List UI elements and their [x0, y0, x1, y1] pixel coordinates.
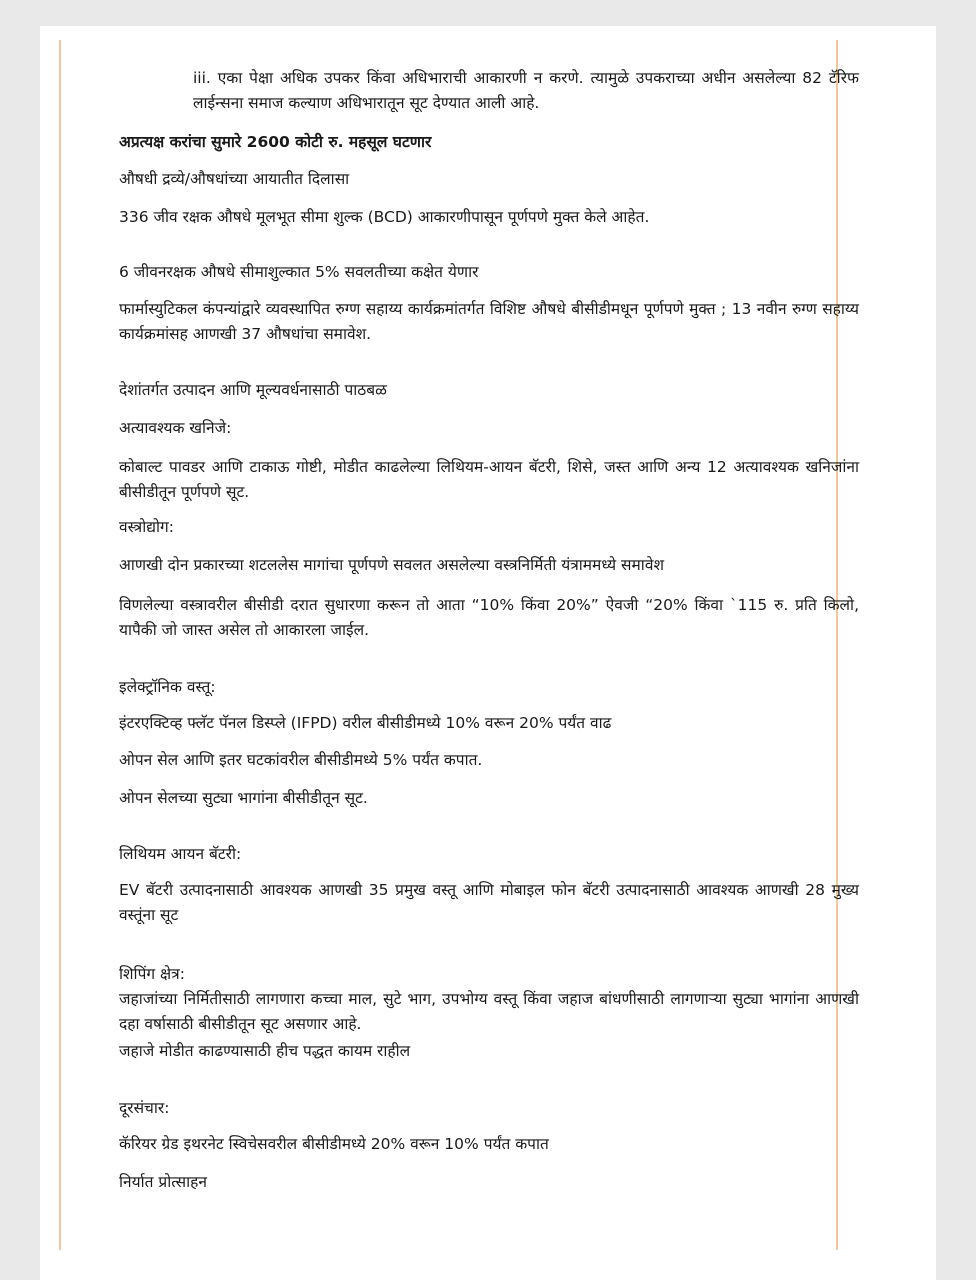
section-heading-revenue: अप्रत्यक्ष करांचा सुमारे 2600 कोटी रु. महसूल घटणार	[119, 133, 432, 151]
paragraph-knitted-fabric: विणलेल्या वस्त्रावरील बीसीडी दरात सुधारणा करून तो आता “10% किंवा 20%” ऐवजी “20% किंवा `115 रु. प्रति किलो, यापैकी जो जास्त असेल तो आकारला जाईल.	[119, 596, 859, 639]
paragraph-ethernet-switches: कॅरियर ग्रेड इथरनेट स्विचेसवरील बीसीडीमध्ये 20% वरून 10% पर्यंत कपात	[119, 1135, 549, 1153]
subheading-telecom: दूरसंचार:	[119, 1099, 170, 1117]
paragraph-336-medicines: 336 जीव रक्षक औषधे मूलभूत सीमा शुल्क (BCD) आकारणीपासून पूर्णपणे मुक्त केले आहेत.	[119, 208, 650, 226]
paragraph-critical-minerals: कोबाल्ट पावडर आणि टाकाऊ गोष्टी, मोडीत काढलेल्या लिथियम-आयन बॅटरी, शिसे, जस्त आणि अन्य 12 अत्यावश्यक खनिजांना बीसीडीतून पूर्णपणे सूट.	[119, 458, 859, 501]
paragraph-ship-breaking: जहाजे मोडीत काढण्यासाठी हीच पद्धत कायम राहील	[119, 1042, 411, 1060]
clause-iii-paragraph: iii. एका पेक्षा अधिक उपकर किंवा अधिभाराची आकारणी न करणे. त्यामुळे उपकराच्या अधीन असलेल्या 82 टॅरिफ लाईन्सना समाज कल्याण अधिभारातून सूट देण्यात आली आहे.	[193, 69, 859, 112]
paragraph-ev-battery: EV बॅटरी उत्पादनासाठी आवश्यक आणखी 35 प्रमुख वस्तू आणि मोबाइल फोन बॅटरी उत्पादनासाठी आवश्यक आणखी 28 मुख्य वस्तूंना सूट	[119, 881, 859, 924]
subheading-export-promotion: निर्यात प्रोत्साहन	[119, 1173, 207, 1191]
subheading-shipping: शिपिंग क्षेत्र:	[119, 965, 185, 983]
paragraph-open-cell: ओपन सेल आणि इतर घटकांवरील बीसीडीमध्ये 5% पर्यंत कपात.	[119, 751, 483, 769]
paragraph-ifpd: इंटरएक्टिव्ह फ्लॅट पॅनल डिस्प्ले (IFPD) वरील बीसीडीमध्ये 10% वरून 20% पर्यंत वाढ	[119, 714, 612, 732]
subheading-critical-minerals: अत्यावश्यक खनिजे:	[119, 419, 232, 437]
subheading-lithium-ion: लिथियम आयन बॅटरी:	[119, 845, 242, 863]
paragraph-6-medicines: 6 जीवनरक्षक औषधे सीमाशुल्कात 5% सवलतीच्या कक्षेत येणार	[119, 263, 479, 281]
subheading-medicine-relief: औषधी द्रव्ये/औषधांच्या आयातीत दिलासा	[119, 170, 350, 188]
paragraph-shipbuilding: जहाजांच्या निर्मितीसाठी लागणारा कच्चा माल, सुटे भाग, उपभोग्य वस्तू किंवा जहाज बांधणीसाठी लागणाऱ्या सुट्या भागांना आणखी दहा वर्षासाठी बीसीडीतून सूट असणार आहे.	[119, 990, 859, 1033]
subheading-domestic-production: देशांतर्गत उत्पादन आणि मूल्यवर्धनासाठी पाठबळ	[119, 381, 387, 399]
subheading-textiles: वस्त्रोद्योग:	[119, 518, 174, 536]
paragraph-shuttleless-looms: आणखी दोन प्रकारच्या शटललेस मागांचा पूर्णपणे सवलत असलेल्या वस्त्रनिर्मिती यंत्राममध्ये समावेश	[119, 556, 664, 574]
paragraph-patient-assistance: फार्मास्युटिकल कंपन्यांद्वारे व्यवस्थापित रुग्ण सहाय्य कार्यक्रमांतर्गत विशिष्ट औषधे बीसीडीमधून पूर्णपणे मुक्त ; 13 नवीन रुग्ण सहाय्य कार्यक्रमांसह आणखी 37 औषधांचा समावेश.	[119, 300, 859, 343]
paragraph-open-cell-parts: ओपन सेलच्या सुट्या भागांना बीसीडीतून सूट.	[119, 789, 368, 807]
subheading-electronics: इलेक्ट्रॉनिक वस्तू:	[119, 678, 216, 696]
